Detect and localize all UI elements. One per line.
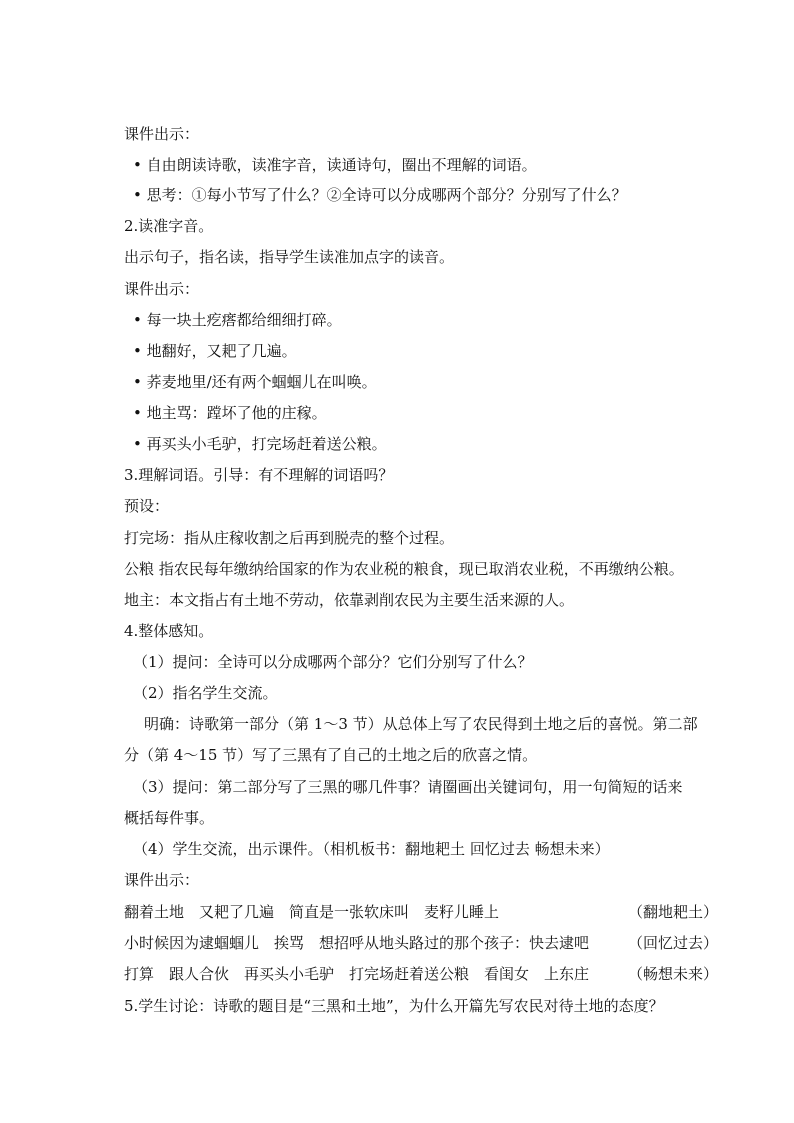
courseware-row-tag: （翻地耙土） (627, 903, 718, 921)
section-heading: 2.读准字音。 (124, 217, 214, 235)
bullet-item: • 每一块土疙瘩都给细细打碎。 (133, 311, 342, 329)
text-line: （1）提问：全诗可以分成哪两个部分？它们分别写了什么？ (133, 653, 533, 671)
text-line: 分（第 4～15 节）写了三黑有了自己的土地之后的欣喜之情。 (124, 746, 538, 764)
bullet-item: • 再买头小毛驴，打完场赶着送公粮。 (133, 435, 387, 453)
section-heading: 5.学生讨论：诗歌的题目是“三黑和土地”，为什么开篇先写农民对待土地的态度？ (124, 997, 664, 1015)
text-line: 课件出示： (124, 125, 200, 143)
bullet-item: • 地翻好，又耙了几遍。 (133, 342, 297, 360)
courseware-row (124, 902, 718, 922)
text-line: 明确：诗歌第一部分（第 1～3 节）从总体上写了农民得到土地之后的喜悦。第二部 (144, 715, 698, 733)
definition-line: 地主：本文指占有土地不劳动，依靠剥削农民为主要生活来源的人。 (124, 591, 575, 609)
courseware-row-text: 打算 跟人合伙 再买头小毛驴 打完场赶着送公粮 看闺女 上东庄 (124, 965, 590, 983)
bullet-item: • 自由朗读诗歌，读准字音，读通诗句，圈出不理解的词语。 (133, 156, 537, 174)
bullet-item: • 思考：①每小节写了什么？②全诗可以分成哪两个部分？分别写了什么？ (133, 186, 627, 204)
text-line: 课件出示： (124, 871, 200, 889)
courseware-row (124, 964, 718, 984)
text-line: 预设： (124, 497, 170, 515)
courseware-row-tag: （畅想未来） (627, 965, 718, 983)
text-line: 出示句子，指名读，指导学生读准加点字的读音。 (124, 248, 455, 266)
courseware-row-tag: （回忆过去） (627, 934, 718, 952)
bullet-item: • 荞麦地里/还有两个蝈蝈儿在叫唤。 (133, 373, 377, 391)
definition-line: 打完场：指从庄稼收割之后再到脱壳的整个过程。 (124, 529, 455, 547)
definition-line: 公粮 指农民每年缴纳给国家的作为农业税的粮食，现已取消农业税，不再缴纳公粮。 (124, 560, 684, 578)
section-heading: 4.整体感知。 (124, 622, 214, 640)
text-line: 概括每件事。 (124, 809, 215, 827)
text-line: （3）提问：第二部分写了三黑的哪几件事？请圈画出关键词句，用一句简短的话来 (133, 778, 683, 796)
section-heading: 3.理解词语。引导：有不理解的词语吗？ (124, 466, 394, 484)
text-line: 课件出示： (124, 280, 200, 298)
text-line: （4）学生交流，出示课件。（相机板书：翻地耙土 回忆过去 畅想未来） (133, 840, 610, 858)
text-line: （2）指名学生交流。 (133, 684, 278, 702)
courseware-row (124, 933, 718, 953)
bullet-item: • 地主骂：蹚坏了他的庄稼。 (133, 404, 327, 422)
courseware-row-text: 小时候因为逮蝈蝈儿 挨骂 想招呼从地头路过的那个孩子：快去逮吧 (124, 934, 590, 952)
courseware-row-text: 翻着土地 又耙了几遍 简直是一张软床叫 麦籽儿睡上 (124, 903, 500, 921)
